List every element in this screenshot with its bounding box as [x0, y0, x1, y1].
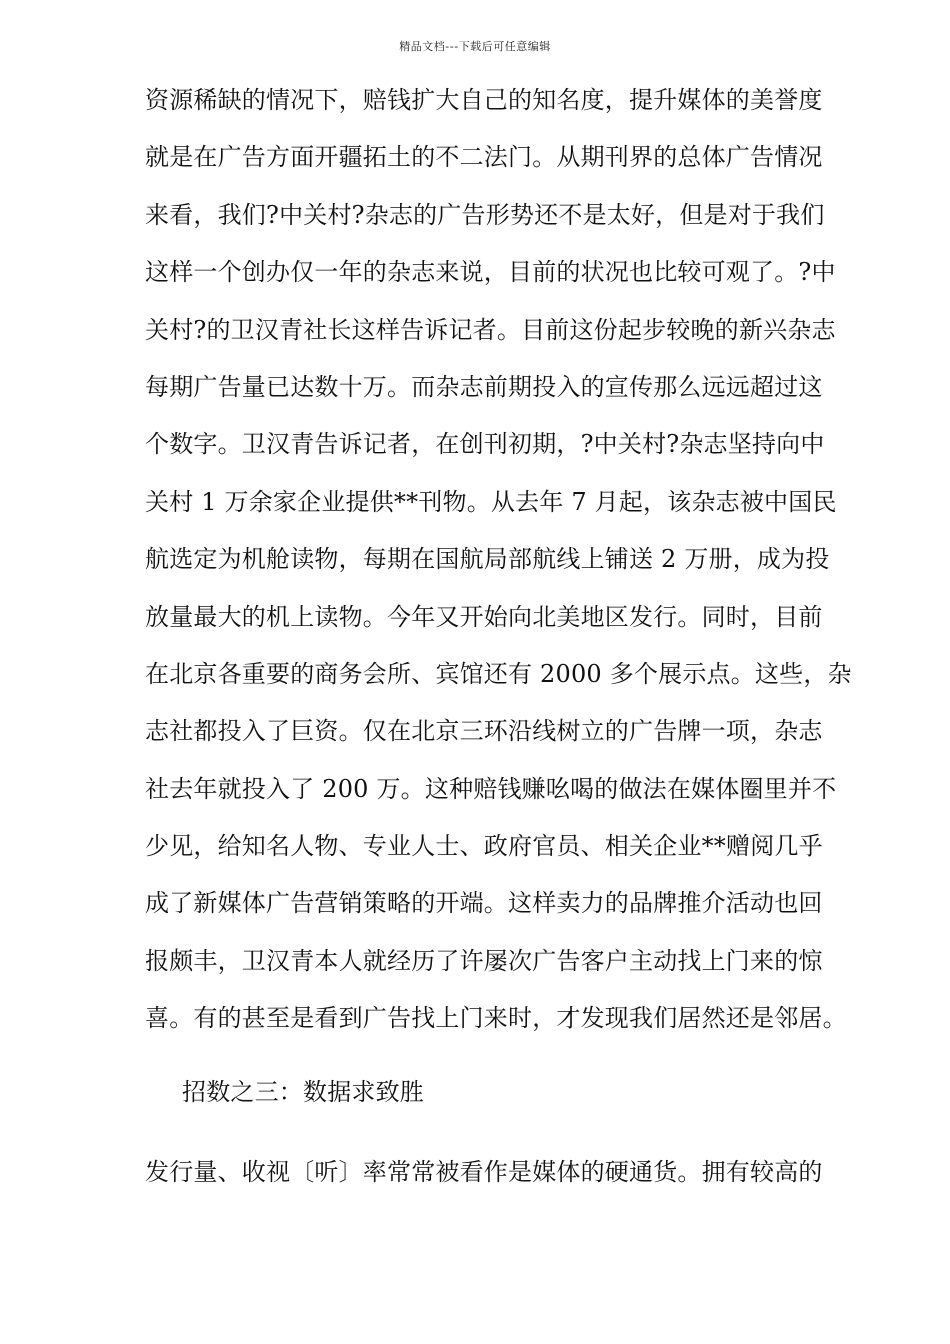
- text-line: 放量最大的机上读物。今年又开始向北美地区发行。同时，目前: [145, 602, 823, 631]
- text-line: 成了新媒体广告营销策略的开端。这样卖力的品牌推介活动也回: [145, 889, 823, 918]
- heading-text: 招数之三：数据求致胜: [182, 1077, 424, 1106]
- paragraph-2: [145, 1144, 875, 1201]
- paragraph-1: [145, 72, 875, 1048]
- document-body: [145, 72, 875, 1201]
- text-line: 关村?的卫汉青社长这样告诉记者。目前这份起步较晚的新兴杂志: [145, 315, 836, 344]
- section-heading: [145, 1062, 875, 1122]
- text-line: 志社都投入了巨资。仅在北京三环沿线树立的广告牌一项，杂志: [145, 717, 823, 746]
- text-line: 个数字。卫汉青告诉记者，在创刊初期，?中关村?杂志坚持向中: [145, 430, 825, 459]
- text-line: 就是在广告方面开疆拓土的不二法门。从期刊界的总体广告情况: [145, 143, 823, 172]
- text-line: 社去年就投入了 200 万。这种赔钱赚吆喝的做法在媒体圈里并不: [145, 774, 837, 803]
- text-line: 报颇丰，卫汉青本人就经历了许屡次广告客户主动找上门来的惊: [145, 946, 823, 975]
- text-line: 每期广告量已达数十万。而杂志前期投入的宣传那么远远超过这: [145, 372, 823, 401]
- text-line: 喜。有的甚至是看到广告找上门来时，才发现我们居然还是邻居。: [145, 1004, 847, 1033]
- page-header: 精品文档---下载后可任意编辑: [399, 40, 551, 53]
- text-line: 发行量、收视〔听〕率常常被看作是媒体的硬通货。拥有较高的: [145, 1157, 823, 1186]
- text-line: 在北京各重要的商务会所、宾馆还有 2000 多个展示点。这些，杂: [145, 659, 852, 688]
- text-line: 关村 1 万余家企业提供**刊物。从去年 7 月起，该杂志被中国民: [145, 487, 837, 516]
- text-line: 少见，给知名人物、专业人士、政府官员、相关企业**赠阅几乎: [145, 832, 823, 861]
- text-line: 这样一个创办仅一年的杂志来说，目前的状况也比较可观了。?中: [145, 258, 836, 287]
- text-line: 来看，我们?中关村?杂志的广告形势还不是太好，但是对于我们: [145, 200, 825, 229]
- text-line: 航选定为机舱读物，每期在国航局部航线上铺送 2 万册，成为投: [145, 545, 830, 574]
- text-line: 资源稀缺的情况下，赔钱扩大自己的知名度，提升媒体的美誉度: [145, 86, 823, 114]
